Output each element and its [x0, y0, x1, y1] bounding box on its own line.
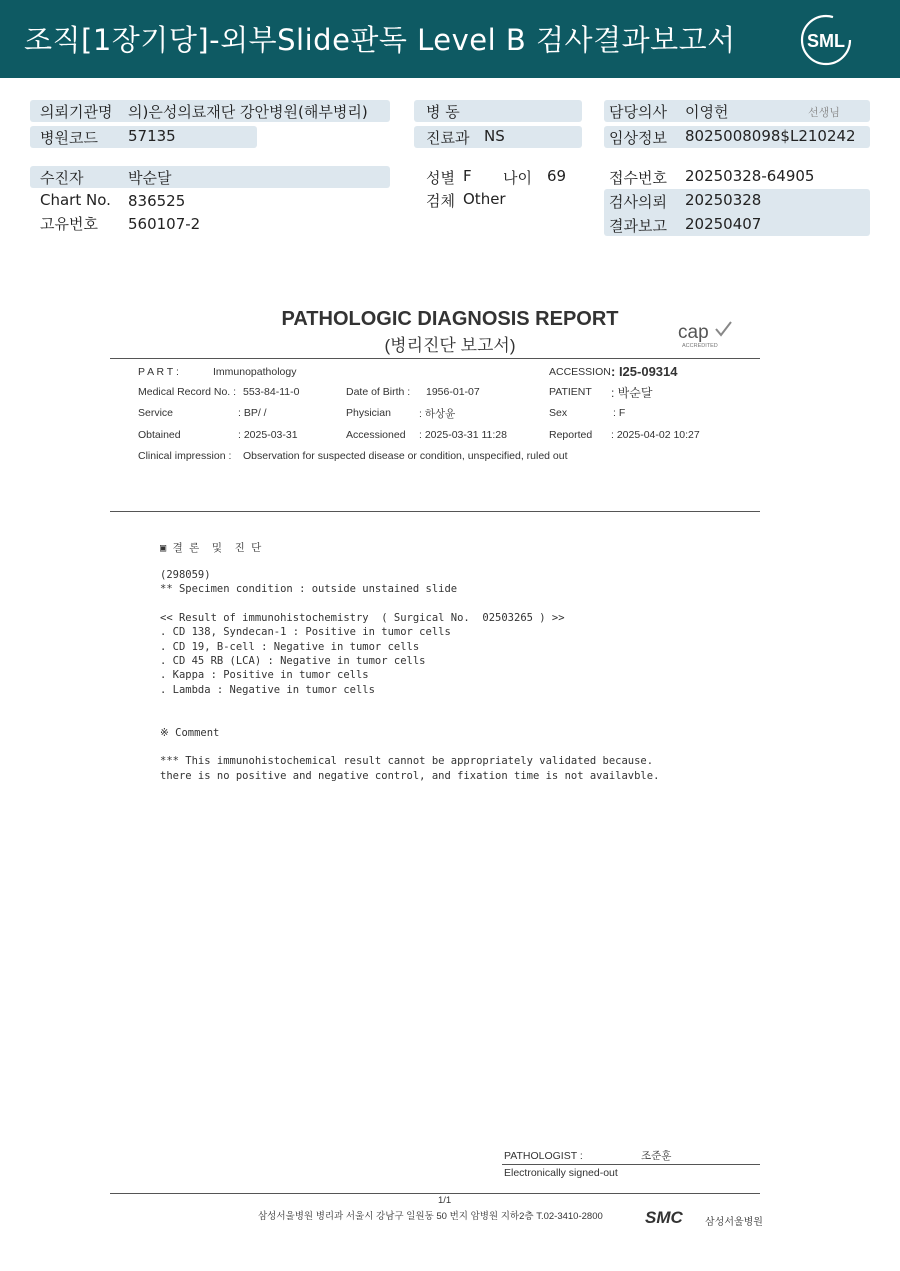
clinical-impression-value: Observation for suspected disease or condition, unspecified, ruled out — [243, 450, 568, 462]
smc-logo-icon: SMC — [645, 1208, 683, 1227]
header-bar — [0, 0, 900, 78]
chart-no-value: 836525 — [128, 192, 186, 210]
page-number: 1/1 — [438, 1195, 452, 1206]
part-label: P A R T : — [138, 366, 179, 378]
ihc-line: . CD 19, B-cell : Negative in tumor cells — [160, 641, 420, 653]
specimen-value: Other — [463, 190, 506, 208]
accession-value: : I25-09314 — [611, 364, 678, 379]
report-sex-label: Sex — [549, 407, 568, 419]
ihc-line: . Lambda : Negative in tumor cells — [160, 684, 375, 696]
footer-address: 삼성서울병원 병리과 서울시 강남구 일원동 50 번지 암병원 지하2층 T.02-3410-2800 — [258, 1211, 603, 1222]
obtained-label: Obtained — [138, 429, 181, 441]
accession-label: ACCESSION — [549, 366, 611, 378]
dept-label: 진료과 — [426, 129, 470, 147]
report-sex-value: : F — [613, 407, 626, 419]
chart-no-label: Chart No. — [40, 191, 111, 209]
footer-hospital-name: 삼성서울병원 — [705, 1217, 763, 1228]
divider-footer — [110, 1193, 760, 1194]
cap-subtext: ACCREDITED — [682, 343, 718, 349]
result-date-value: 20250407 — [685, 215, 762, 233]
dob-label: Date of Birth : — [346, 386, 411, 398]
ihc-line: . CD 45 RB (LCA) : Negative in tumor cells — [160, 655, 426, 667]
doctor-value: 이영헌 — [685, 103, 729, 121]
signature-divider — [502, 1164, 760, 1165]
hospital-code-value: 57135 — [128, 127, 176, 145]
patient-label: 수진자 — [40, 169, 84, 187]
clinical-impression-label: Clinical impression : — [138, 450, 232, 462]
logo-text: SML — [807, 31, 845, 51]
specimen-label: 검체 — [426, 192, 455, 210]
sex-label: 성별 — [426, 169, 455, 187]
clinical-info-label: 임상정보 — [609, 129, 667, 147]
doctor-suffix: 선생님 — [808, 106, 840, 119]
request-date-label: 검사의뢰 — [609, 193, 667, 211]
unique-no-value: 560107-2 — [128, 215, 201, 233]
info-band-patient — [30, 166, 390, 188]
reported-value: : 2025-04-02 10:27 — [611, 429, 700, 441]
medical-record-value: 553-84-11-0 — [243, 386, 300, 398]
age-label: 나이 — [503, 169, 532, 187]
comment-line: there is no positive and negative control, and fixation time is not availavble. — [160, 770, 660, 782]
receipt-no-value: 20250328-64905 — [685, 167, 815, 185]
request-date-value: 20250328 — [685, 191, 762, 209]
patient-value: 박순달 — [128, 169, 172, 187]
report-subtitle: (병리진단 보고서) — [384, 336, 516, 355]
specimen-condition-line: ** Specimen condition : outside unstained slide — [160, 583, 458, 595]
dept-value: NS — [484, 127, 505, 145]
hospital-code-label: 병원코드 — [40, 129, 98, 147]
ihc-header: << Result of immunohistochemistry ( Surgical No. 02503265 ) >> — [160, 612, 565, 624]
cap-accredited-logo-icon — [676, 318, 736, 350]
code-line: (298059) — [160, 569, 211, 581]
clinical-info-value: 8025008098$L210242 — [685, 127, 856, 145]
age-value: 69 — [547, 167, 567, 185]
section-title: ▣ 결 론 및 진 단 — [160, 542, 262, 554]
receipt-no-label: 접수번호 — [609, 169, 667, 187]
physician-value: : 하상윤 — [419, 408, 456, 420]
institution-label: 의뢰기관명 — [40, 103, 113, 121]
comment-title: ※ Comment — [160, 727, 220, 739]
service-label: Service — [138, 407, 174, 419]
report-title: PATHOLOGIC DIAGNOSIS REPORT — [281, 308, 619, 330]
pathologist-label: PATHOLOGIST : — [504, 1150, 583, 1162]
sex-value: F — [463, 167, 472, 185]
sml-logo-icon — [800, 14, 852, 66]
patient-name-label: PATIENT — [549, 386, 592, 398]
institution-value: 의)은성의료재단 강안병원(해부병리) — [128, 103, 368, 121]
medical-record-label: Medical Record No. : — [138, 386, 237, 398]
ward-label: 병 동 — [426, 103, 460, 121]
accessioned-label: Accessioned — [346, 429, 406, 441]
service-value: : BP/ / — [238, 407, 267, 419]
unique-no-label: 고유번호 — [40, 215, 98, 233]
doctor-label: 담당의사 — [609, 103, 667, 121]
comment-line: *** This immunohistochemical result cannot be appropriately validated because. — [160, 755, 654, 767]
reported-label: Reported — [549, 429, 593, 441]
pathologist-value: 조준훈 — [641, 1150, 672, 1162]
cap-text: cap — [678, 322, 709, 343]
part-value: Immunopathology — [213, 366, 297, 378]
ihc-line: . Kappa : Positive in tumor cells — [160, 669, 369, 681]
patient-name-value: : 박순달 — [611, 386, 653, 400]
result-date-label: 결과보고 — [609, 217, 667, 235]
divider-top — [110, 358, 760, 359]
obtained-value: : 2025-03-31 — [238, 429, 298, 441]
physician-label: Physician — [346, 407, 391, 419]
divider-middle — [110, 511, 760, 512]
signed-out-text: Electronically signed-out — [504, 1167, 618, 1179]
dob-value: 1956-01-07 — [426, 386, 480, 398]
ihc-line: . CD 138, Syndecan-1 : Positive in tumor cells — [160, 626, 451, 638]
page-title: 조직[1장기당]-외부Slide판독 Level B 검사결과보고서 — [24, 23, 736, 57]
accessioned-value: : 2025-03-31 11:28 — [419, 429, 507, 441]
